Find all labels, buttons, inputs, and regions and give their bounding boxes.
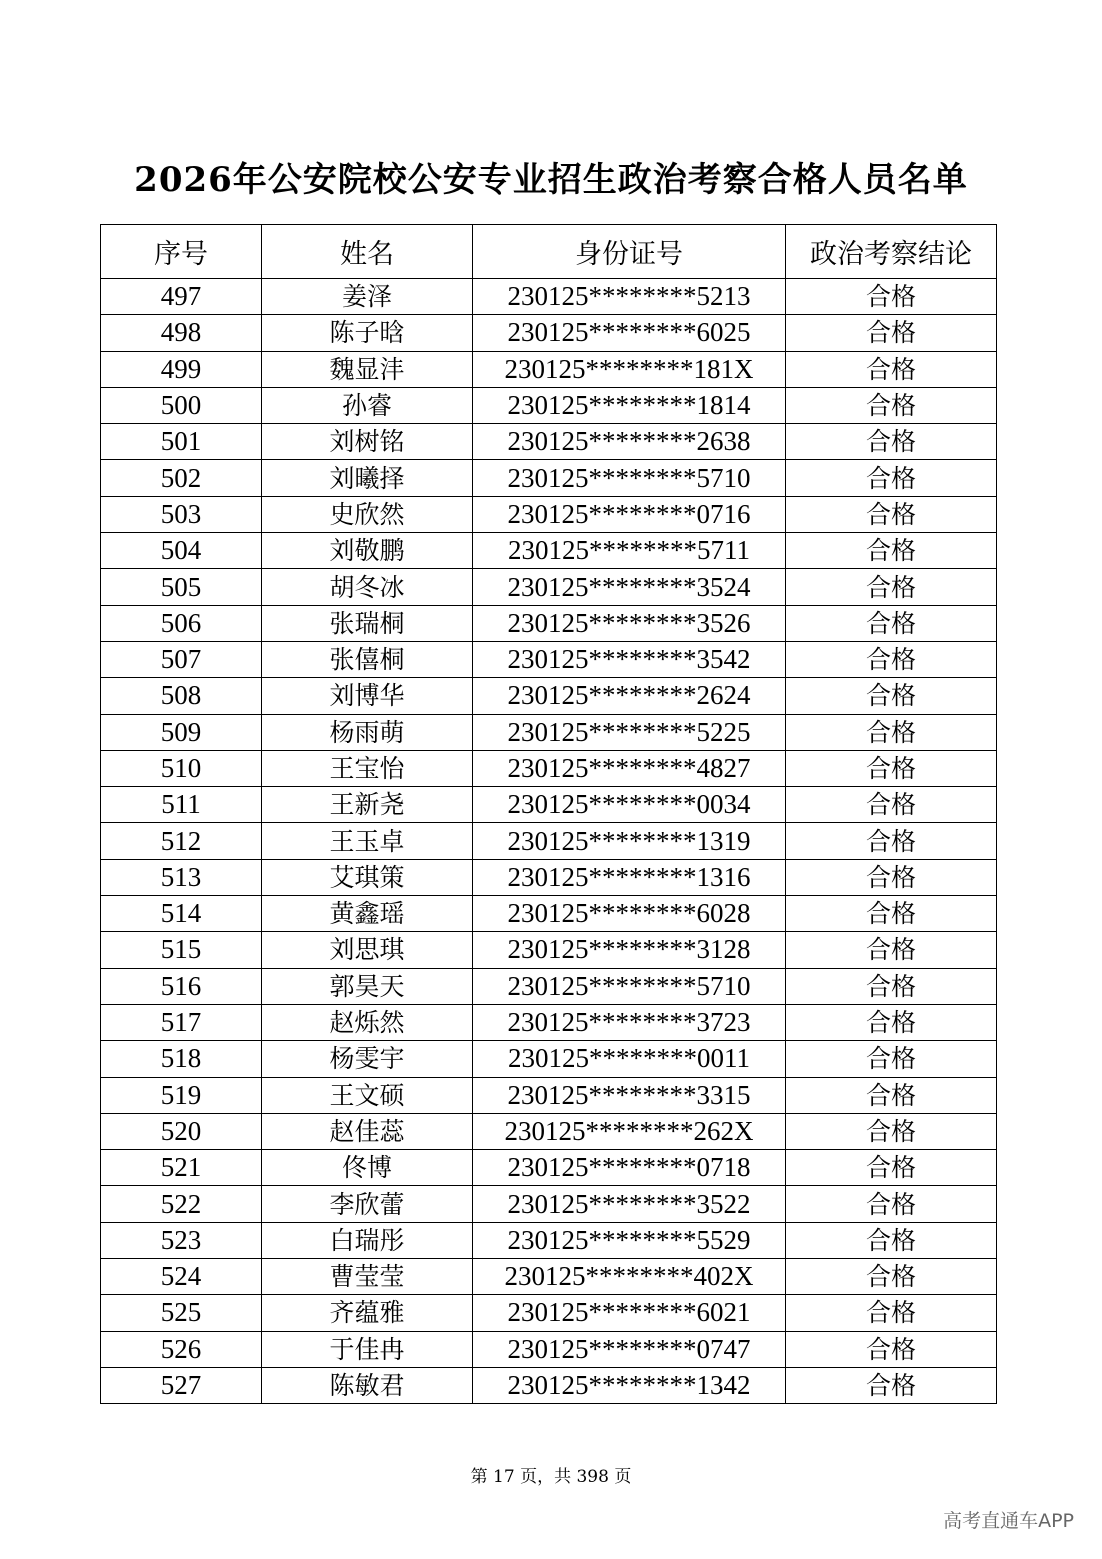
cell-conclusion: 合格 — [786, 315, 997, 351]
header-row — [101, 225, 997, 279]
cell-name: 刘博华 — [262, 678, 473, 714]
cell-id-number: 230125********5710 — [473, 968, 786, 1004]
table-row — [101, 279, 997, 315]
cell-index: 527 — [101, 1367, 262, 1403]
cell-name: 刘思琪 — [262, 932, 473, 968]
table-row — [101, 1186, 997, 1222]
table-row — [101, 605, 997, 641]
table-row — [101, 678, 997, 714]
roster-table — [100, 224, 997, 1404]
table-row — [101, 823, 997, 859]
roster-body — [101, 279, 997, 1404]
cell-conclusion: 合格 — [786, 569, 997, 605]
cell-conclusion: 合格 — [786, 1004, 997, 1040]
cell-id-number: 230125********1342 — [473, 1367, 786, 1403]
cell-name: 魏显沣 — [262, 351, 473, 387]
table-row — [101, 387, 997, 423]
cell-conclusion: 合格 — [786, 279, 997, 315]
cell-index: 520 — [101, 1113, 262, 1149]
cell-conclusion: 合格 — [786, 896, 997, 932]
cell-conclusion: 合格 — [786, 424, 997, 460]
cell-index: 510 — [101, 750, 262, 786]
cell-id-number: 230125********6028 — [473, 896, 786, 932]
cell-name: 黄鑫瑶 — [262, 896, 473, 932]
document-title: 2026年公安院校公安专业招生政治考察合格人员名单 — [134, 160, 968, 200]
table-row — [101, 1004, 997, 1040]
header-conclusion: 政治考察结论 — [786, 225, 997, 279]
cell-id-number: 230125********1814 — [473, 387, 786, 423]
cell-conclusion: 合格 — [786, 460, 997, 496]
cell-name: 王新尧 — [262, 787, 473, 823]
table-row — [101, 1041, 997, 1077]
table-row — [101, 1150, 997, 1186]
cell-conclusion: 合格 — [786, 678, 997, 714]
cell-name: 刘敬鹏 — [262, 533, 473, 569]
cell-conclusion: 合格 — [786, 533, 997, 569]
cell-index: 523 — [101, 1222, 262, 1258]
cell-name: 王玉卓 — [262, 823, 473, 859]
table-row — [101, 641, 997, 677]
cell-id-number: 230125********4827 — [473, 750, 786, 786]
cell-id-number: 230125********181X — [473, 351, 786, 387]
cell-conclusion: 合格 — [786, 605, 997, 641]
cell-index: 518 — [101, 1041, 262, 1077]
table-row — [101, 1077, 997, 1113]
table-row — [101, 1222, 997, 1258]
cell-index: 509 — [101, 714, 262, 750]
cell-index: 522 — [101, 1186, 262, 1222]
cell-index: 519 — [101, 1077, 262, 1113]
cell-index: 513 — [101, 859, 262, 895]
cell-index: 524 — [101, 1259, 262, 1295]
cell-conclusion: 合格 — [786, 968, 997, 1004]
cell-conclusion: 合格 — [786, 1041, 997, 1077]
cell-id-number: 230125********0011 — [473, 1041, 786, 1077]
cell-name: 佟博 — [262, 1150, 473, 1186]
table-row — [101, 750, 997, 786]
cell-index: 501 — [101, 424, 262, 460]
cell-conclusion: 合格 — [786, 1295, 997, 1331]
table-row — [101, 315, 997, 351]
cell-conclusion: 合格 — [786, 714, 997, 750]
cell-index: 504 — [101, 533, 262, 569]
cell-index: 525 — [101, 1295, 262, 1331]
cell-id-number: 230125********3522 — [473, 1186, 786, 1222]
cell-conclusion: 合格 — [786, 496, 997, 532]
cell-id-number: 230125********0716 — [473, 496, 786, 532]
watermark: 高考直通车APP — [943, 1510, 1074, 1532]
cell-index: 498 — [101, 315, 262, 351]
cell-id-number: 230125********3315 — [473, 1077, 786, 1113]
cell-id-number: 230125********5225 — [473, 714, 786, 750]
cell-id-number: 230125********5529 — [473, 1222, 786, 1258]
cell-conclusion: 合格 — [786, 932, 997, 968]
table-row — [101, 714, 997, 750]
cell-name: 史欣然 — [262, 496, 473, 532]
cell-id-number: 230125********3524 — [473, 569, 786, 605]
table-row — [101, 1113, 997, 1149]
cell-conclusion: 合格 — [786, 351, 997, 387]
cell-conclusion: 合格 — [786, 1222, 997, 1258]
cell-conclusion: 合格 — [786, 823, 997, 859]
cell-id-number: 230125********6025 — [473, 315, 786, 351]
cell-name: 艾琪策 — [262, 859, 473, 895]
cell-index: 499 — [101, 351, 262, 387]
cell-conclusion: 合格 — [786, 1113, 997, 1149]
cell-index: 511 — [101, 787, 262, 823]
cell-conclusion: 合格 — [786, 1259, 997, 1295]
table-row — [101, 569, 997, 605]
cell-id-number: 230125********5213 — [473, 279, 786, 315]
cell-id-number: 230125********3723 — [473, 1004, 786, 1040]
cell-index: 512 — [101, 823, 262, 859]
table-row — [101, 859, 997, 895]
cell-conclusion: 合格 — [786, 1150, 997, 1186]
cell-name: 王宝怡 — [262, 750, 473, 786]
table-row — [101, 968, 997, 1004]
cell-name: 于佳冉 — [262, 1331, 473, 1367]
cell-index: 514 — [101, 896, 262, 932]
cell-name: 赵烁然 — [262, 1004, 473, 1040]
cell-name: 刘树铭 — [262, 424, 473, 460]
cell-id-number: 230125********0718 — [473, 1150, 786, 1186]
cell-name: 杨雯宇 — [262, 1041, 473, 1077]
table-row — [101, 533, 997, 569]
cell-id-number: 230125********1316 — [473, 859, 786, 895]
cell-name: 曹莹莹 — [262, 1259, 473, 1295]
cell-name: 陈子晗 — [262, 315, 473, 351]
cell-conclusion: 合格 — [786, 1367, 997, 1403]
table-row — [101, 424, 997, 460]
cell-conclusion: 合格 — [786, 1331, 997, 1367]
cell-index: 506 — [101, 605, 262, 641]
table-row — [101, 496, 997, 532]
table-row — [101, 932, 997, 968]
cell-name: 齐蕴雅 — [262, 1295, 473, 1331]
cell-name: 赵佳蕊 — [262, 1113, 473, 1149]
cell-id-number: 230125********3542 — [473, 641, 786, 677]
cell-name: 胡冬冰 — [262, 569, 473, 605]
cell-id-number: 230125********5710 — [473, 460, 786, 496]
header-index: 序号 — [101, 225, 262, 279]
header-name: 姓名 — [262, 225, 473, 279]
cell-id-number: 230125********6021 — [473, 1295, 786, 1331]
cell-index: 503 — [101, 496, 262, 532]
cell-name: 孙睿 — [262, 387, 473, 423]
cell-index: 502 — [101, 460, 262, 496]
cell-id-number: 230125********5711 — [473, 533, 786, 569]
cell-id-number: 230125********0034 — [473, 787, 786, 823]
table-row — [101, 1295, 997, 1331]
cell-name: 姜泽 — [262, 279, 473, 315]
cell-conclusion: 合格 — [786, 387, 997, 423]
cell-id-number: 230125********2638 — [473, 424, 786, 460]
table-row — [101, 896, 997, 932]
cell-index: 521 — [101, 1150, 262, 1186]
cell-conclusion: 合格 — [786, 641, 997, 677]
cell-id-number: 230125********1319 — [473, 823, 786, 859]
cell-name: 郭昊天 — [262, 968, 473, 1004]
cell-id-number: 230125********3128 — [473, 932, 786, 968]
cell-id-number: 230125********402X — [473, 1259, 786, 1295]
table-row — [101, 787, 997, 823]
cell-index: 517 — [101, 1004, 262, 1040]
cell-name: 刘曦择 — [262, 460, 473, 496]
cell-name: 陈敏君 — [262, 1367, 473, 1403]
table-row — [101, 1367, 997, 1403]
cell-name: 白瑞彤 — [262, 1222, 473, 1258]
cell-id-number: 230125********262X — [473, 1113, 786, 1149]
cell-id-number: 230125********0747 — [473, 1331, 786, 1367]
cell-conclusion: 合格 — [786, 750, 997, 786]
cell-conclusion: 合格 — [786, 787, 997, 823]
cell-name: 张瑞桐 — [262, 605, 473, 641]
cell-index: 515 — [101, 932, 262, 968]
cell-index: 508 — [101, 678, 262, 714]
cell-conclusion: 合格 — [786, 1186, 997, 1222]
cell-index: 507 — [101, 641, 262, 677]
cell-index: 516 — [101, 968, 262, 1004]
table-row — [101, 460, 997, 496]
cell-conclusion: 合格 — [786, 1077, 997, 1113]
table-row — [101, 1259, 997, 1295]
cell-index: 500 — [101, 387, 262, 423]
cell-name: 李欣蕾 — [262, 1186, 473, 1222]
cell-name: 王文硕 — [262, 1077, 473, 1113]
cell-id-number: 230125********2624 — [473, 678, 786, 714]
cell-index: 526 — [101, 1331, 262, 1367]
cell-id-number: 230125********3526 — [473, 605, 786, 641]
table-row — [101, 351, 997, 387]
page-number: 第 17 页，共 398 页 — [470, 1467, 632, 1487]
cell-index: 497 — [101, 279, 262, 315]
cell-index: 505 — [101, 569, 262, 605]
cell-conclusion: 合格 — [786, 859, 997, 895]
header-id-number: 身份证号 — [473, 225, 786, 279]
cell-name: 张僖桐 — [262, 641, 473, 677]
cell-name: 杨雨萌 — [262, 714, 473, 750]
table-row — [101, 1331, 997, 1367]
